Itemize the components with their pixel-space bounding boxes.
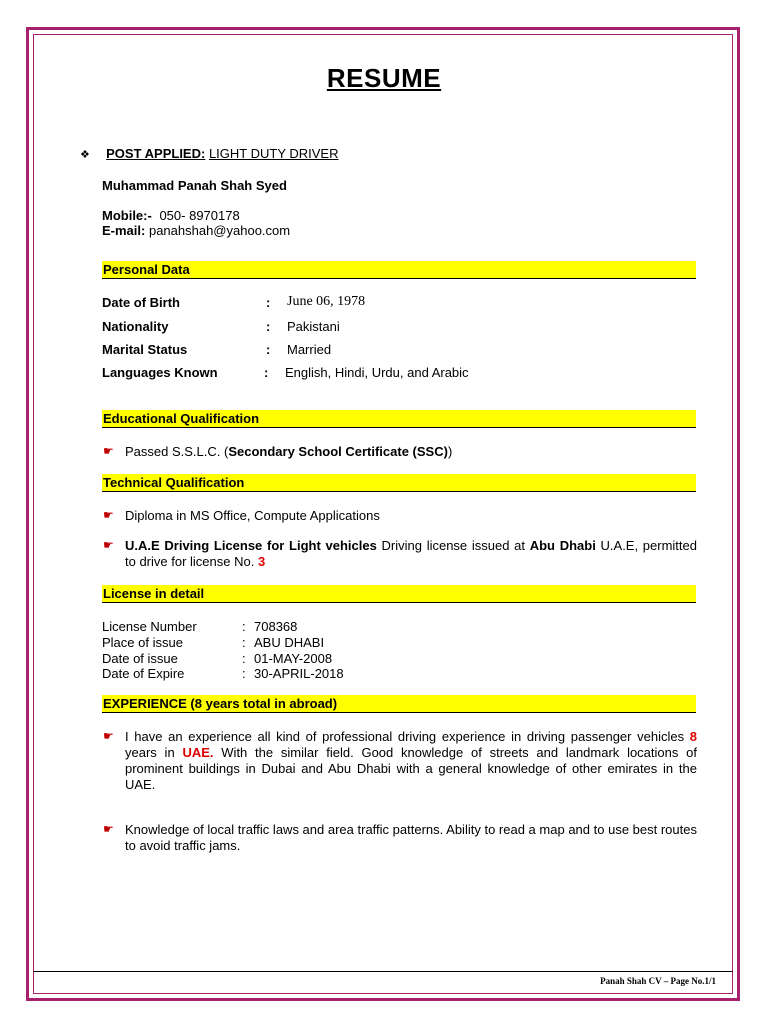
date-of-expire-label: Date of Expire <box>102 666 185 681</box>
date-of-issue-sep: : <box>242 651 246 666</box>
mobile-label: Mobile:- <box>102 208 152 223</box>
education-heading: Educational Qualification <box>102 410 696 428</box>
license-place: Abu Dhabi <box>529 538 596 553</box>
nationality-sep: : <box>266 319 271 334</box>
pointing-hand-icon: ☛ <box>103 538 114 552</box>
technical-item-1: Diploma in MS Office, Compute Applications <box>125 508 380 523</box>
personal-data-heading: Personal Data <box>102 261 696 279</box>
nationality-label: Nationality <box>102 319 169 334</box>
technical-heading: Technical Qualification <box>102 474 696 492</box>
post-applied <box>80 146 339 163</box>
date-of-expire-sep: : <box>242 666 246 681</box>
dob-label: Date of Birth <box>102 295 180 310</box>
mobile-value: 050- 8970178 <box>159 208 240 223</box>
license-number-value: 708368 <box>254 619 298 634</box>
resume-title: RESUME <box>326 63 442 93</box>
date-of-issue-value: 01-MAY-2008 <box>254 651 333 666</box>
marital-value: Married <box>287 342 332 357</box>
place-of-issue-sep: : <box>242 635 246 650</box>
date-of-issue-label: Date of issue <box>102 651 178 666</box>
license-number-label: License Number <box>102 619 197 634</box>
license-issued-text: Driving license issued at <box>376 538 530 553</box>
license-permit-text: U.A.E, permitted to drive for license No. <box>125 538 697 569</box>
date-of-expire-value: 30-APRIL-2018 <box>254 666 344 681</box>
place-of-issue-label: Place of issue <box>102 635 183 650</box>
pointing-hand-icon: ☛ <box>103 822 114 836</box>
education-item-bold: Secondary School Certificate (SSC) <box>228 444 448 459</box>
applicant-name: Muhammad Panah Shah Syed <box>102 178 287 193</box>
email-value: panahshah@yahoo.com <box>148 223 291 238</box>
experience-heading: EXPERIENCE (8 years total in abroad) <box>102 695 696 713</box>
experience-text-c: With the similar field. Good knowledge of streets and landmark locations of prominent buildings in Dubai and Abu Dhabi with a general knowledge of other emirates in the UAE. <box>125 745 697 792</box>
languages-value: English, Hindi, Urdu, and Arabic <box>285 365 469 380</box>
license-class-number: 3 <box>257 554 266 569</box>
education-item-text: Passed S.S.L.C. ( <box>125 444 229 459</box>
pointing-hand-icon: ☛ <box>103 508 114 522</box>
email-line <box>102 223 290 238</box>
experience-years: 8 <box>689 729 697 744</box>
mobile-line <box>102 208 240 223</box>
dob-value: June 06, 1978 <box>287 294 366 309</box>
experience-text-b: years in <box>125 745 183 760</box>
experience-paragraph-1 <box>125 729 697 793</box>
experience-country: UAE. <box>182 745 214 760</box>
email-label: E-mail: <box>102 223 146 238</box>
footer-divider <box>33 971 733 972</box>
languages-sep: : <box>264 365 269 380</box>
education-item <box>125 444 452 459</box>
education-item-close: ) <box>447 444 453 459</box>
page-footer: Panah Shah CV – Page No.1/1 <box>600 976 716 986</box>
post-value: LIGHT DUTY DRIVER <box>208 146 339 161</box>
nationality-value: Pakistani <box>287 319 340 334</box>
post-label: POST APPLIED: <box>106 146 206 161</box>
marital-sep: : <box>266 342 271 357</box>
languages-label: Languages Known <box>102 365 218 380</box>
license-type: U.A.E Driving License for Light vehicles <box>125 538 377 553</box>
experience-text-a: I have an experience all kind of professional driving experience in driving passenger vehicles <box>125 729 690 744</box>
technical-item-2 <box>125 538 697 570</box>
license-heading: License in detail <box>102 585 696 603</box>
dob-sep: : <box>266 295 271 310</box>
diamond-bullet-icon: ❖ <box>80 149 90 161</box>
experience-paragraph-2: Knowledge of local traffic laws and area traffic patterns. Ability to read a map and to use best routes to avoid traffic jams. <box>125 822 697 853</box>
pointing-hand-icon: ☛ <box>103 729 114 743</box>
place-of-issue-value: ABU DHABI <box>254 635 325 650</box>
license-number-sep: : <box>242 619 246 634</box>
pointing-hand-icon: ☛ <box>103 444 114 458</box>
marital-label: Marital Status <box>102 342 188 357</box>
